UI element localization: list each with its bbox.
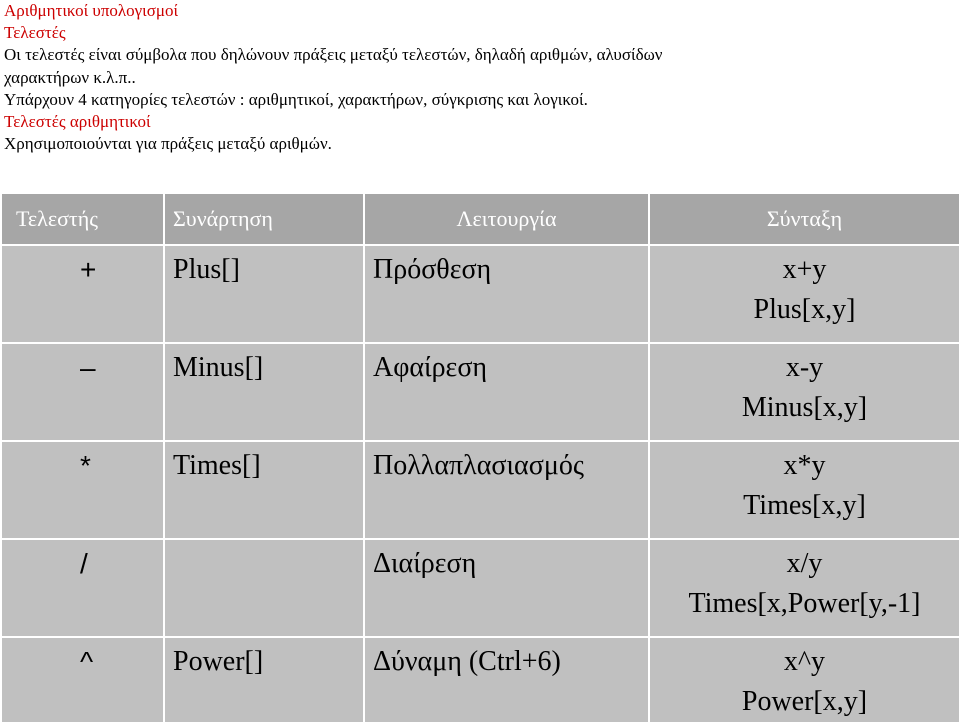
operator-symbol: + [1, 245, 164, 343]
paragraph-line: Οι τελεστές είναι σύμβολα που δηλώνουν πράξεις μεταξύ τελεστών, δηλαδή αριθμών, αλυσίδων [4, 45, 663, 65]
function-name: Plus[] [164, 245, 364, 343]
table-row [1, 343, 959, 441]
intro-text [4, 0, 954, 155]
function-name: Power[] [164, 637, 364, 723]
header-operation: Λειτουργία [364, 193, 649, 245]
function-name: Times[] [164, 441, 364, 539]
header-function: Συνάρτηση [164, 193, 364, 245]
syntax-short: x-y [785, 352, 824, 383]
syntax-full: Minus[x,y] [741, 392, 868, 423]
section-heading: Τελεστές αριθμητικοί [4, 112, 151, 132]
header-operator: Τελεστής [1, 193, 164, 245]
syntax-cell [649, 637, 959, 723]
operation-name: Πολλαπλασιασμός [364, 441, 649, 539]
syntax-cell [649, 343, 959, 441]
syntax-short: x/y [786, 548, 823, 579]
operator-symbol: ^ [1, 637, 164, 723]
syntax-full: Times[x,y] [743, 490, 866, 521]
paragraph-line: Υπάρχουν 4 κατηγορίες τελεστών : αριθμητικοί, χαρακτήρων, σύγκρισης και λογικοί. [4, 89, 588, 109]
syntax-short: x*y [783, 450, 826, 481]
syntax-full: Times[x,Power[y,-1] [688, 588, 921, 619]
operator-symbol: * [1, 441, 164, 539]
function-name [164, 539, 364, 637]
table-header-row [1, 193, 959, 245]
syntax-cell [649, 539, 959, 637]
table-row [1, 539, 959, 637]
syntax-full: Plus[x,y] [753, 294, 856, 325]
operation-name: Δύναμη (Ctrl+6) [364, 637, 649, 723]
syntax-short: x^y [783, 646, 826, 677]
operation-name: Πρόσθεση [364, 245, 649, 343]
page-title: Αριθμητικοί υπολογισμοί [4, 1, 179, 20]
operator-symbol: – [1, 343, 164, 441]
syntax-cell [649, 245, 959, 343]
operation-name: Διαίρεση [364, 539, 649, 637]
header-syntax: Σύνταξη [649, 193, 959, 245]
operators-table [0, 192, 959, 724]
table-row [1, 245, 959, 343]
paragraph-line: Χρησιμοποιούνται για πράξεις μεταξύ αριθμών. [4, 134, 332, 154]
table-row [1, 637, 959, 723]
syntax-short: x+y [782, 254, 827, 285]
operator-symbol: / [1, 539, 164, 637]
syntax-cell [649, 441, 959, 539]
table-row [1, 441, 959, 539]
paragraph-line: χαρακτήρων κ.λ.π.. [4, 67, 136, 87]
function-name: Minus[] [164, 343, 364, 441]
syntax-full: Power[x,y] [741, 686, 868, 717]
operation-name: Αφαίρεση [364, 343, 649, 441]
section-heading: Τελεστές [4, 23, 66, 43]
